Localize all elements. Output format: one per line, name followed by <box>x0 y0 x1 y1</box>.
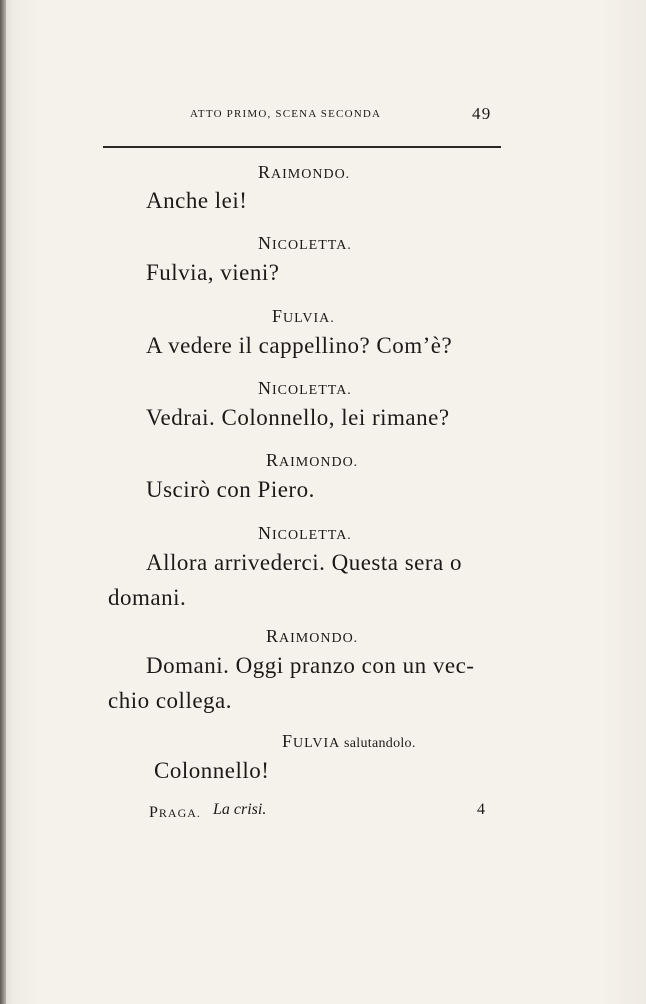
dialogue-line: chio collega. <box>108 688 233 713</box>
header-rule <box>103 146 501 148</box>
binding-edge <box>0 0 6 1004</box>
dialogue-line: Domani. Oggi pranzo con un vec- <box>146 653 475 678</box>
speaker-name: NICOLETTA. <box>258 233 352 253</box>
dialogue-line: Colonnello! <box>154 758 270 783</box>
running-title: ATTO PRIMO, SCENA SECONDA <box>190 108 382 120</box>
speaker-name: FULVIA. <box>272 306 335 326</box>
dialogue-line: Vedrai. Colonnello, lei rimane? <box>146 405 450 430</box>
dialogue-line: A vedere il cappellino? Com’è? <box>146 333 453 358</box>
stage-direction: salutandolo. <box>344 736 416 751</box>
speaker-name <box>282 731 416 752</box>
signature-author: PRAGA. <box>149 804 201 821</box>
speaker-name: RAIMONDO. <box>266 450 359 470</box>
speaker-name: NICOLETTA. <box>258 523 352 543</box>
page-number: 49 <box>472 104 492 123</box>
speaker-name: RAIMONDO. <box>266 626 359 646</box>
dialogue-line: Allora arrivederci. Questa sera o <box>146 550 462 575</box>
dialogue-line: Uscirò con Piero. <box>146 477 315 502</box>
dialogue-line: domani. <box>108 585 187 610</box>
speaker-name: NICOLETTA. <box>258 378 352 398</box>
speaker-label: FULVIA <box>282 731 340 751</box>
dialogue-line: Anche lei! <box>146 188 248 213</box>
dialogue-line: Fulvia, vieni? <box>146 260 280 285</box>
speaker-name: RAIMONDO. <box>258 162 351 182</box>
signature-title: La crisi. <box>213 801 267 818</box>
signature-number: 4 <box>477 801 485 818</box>
